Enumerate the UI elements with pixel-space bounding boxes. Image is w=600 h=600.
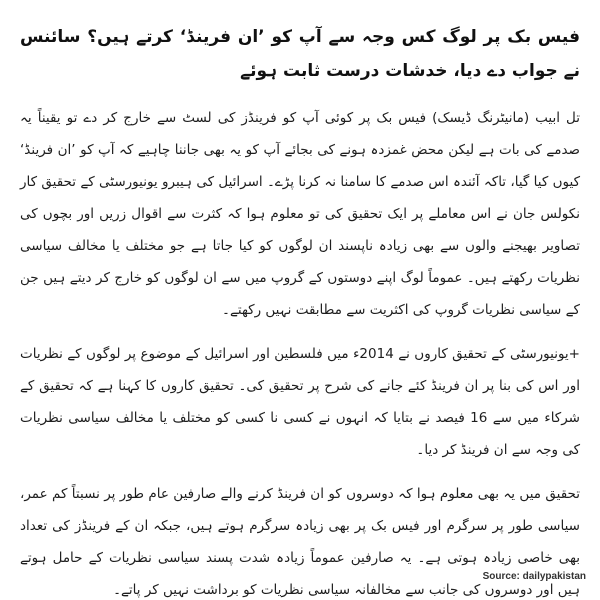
article-source: Source: dailypakistan	[482, 571, 586, 582]
article-headline: فیس بک پر لوگ کس وجہ سے آپ کو ’ان فرینڈ‘ کرتے ہیں؟ سائنس نے جواب دے دیا، خدشات درست ثابت ہوئے	[20, 27, 580, 81]
article-paragraph-3: تحقیق میں یہ بھی معلوم ہوا کہ دوسروں کو ان فرینڈ کرنے والے صارفین عام طور پر نسبتاً کم عمر، سیاسی طور پر سرگرم اور فیس بک پر بھی زیادہ سرگرم ہوتے ہیں، جبکہ ان کے فرینڈز کی تعداد بھی خاصی زیادہ ہوتی ہے۔ یہ صارفین عموماً زیادہ شدت پسند سیاسی نظریات کے حامل ہوتے ہیں اور دوسروں کی جانب سے مخالفانہ سیاسی نظریات کو برداشت نہیں کر پاتے۔	[20, 486, 580, 598]
article-paragraph-1: تل ابیب (مانیٹرنگ ڈیسک) فیس بک پر کوئی آپ کو فرینڈز کی لسٹ سے خارج کر دے تو یقیناً یہ صدمے کی بات ہے لیکن محض غمزدہ ہونے کی بجائے آپ کو یہ بھی جاننا چاہیے کہ آپ کو ’ان فرینڈ‘ کیوں کیا گیا، تاکہ آئندہ اس صدمے کا سامنا نہ کرنا پڑے۔ اسرائیل کی ہیبرو یونیورسٹی کے تحقیق کار نکولس جان نے اس معاملے پر ایک تحقیق کی تو معلوم ہوا کہ کثرت سے اقوال زریں اور بچوں کی تصاویر بھیجنے والوں سے بھی زیادہ ناپسند ان لوگوں کو کیا جاتا ہے جو مختلف یا مخالف سیاسی نظریات رکھتے ہیں۔ عموماً لوگ اپنے دوستوں کے گروپ میں سے ان لوگوں کو خارج کر دیتے ہیں جن کے سیاسی نظریات گروپ کی اکثریت سے مطابقت نہیں رکھتے۔	[20, 110, 580, 318]
article-paragraph-2: +یونیورسٹی کے تحقیق کاروں نے 2014ء میں فلسطین اور اسرائیل کے موضوع پر لوگوں کے نظریات اور اس کی بنا پر ان فرینڈ کئے جانے کی شرح پر تحقیق کی۔ تحقیق کاروں کا کہنا ہے کہ تحقیق کے شرکاء میں سے 16 فیصد نے بتایا کہ انہوں نے کسی نا کسی کو مختلف یا مخالف سیاسی نظریات کی وجہ سے ان فرینڈ کر دیا۔	[20, 346, 580, 458]
